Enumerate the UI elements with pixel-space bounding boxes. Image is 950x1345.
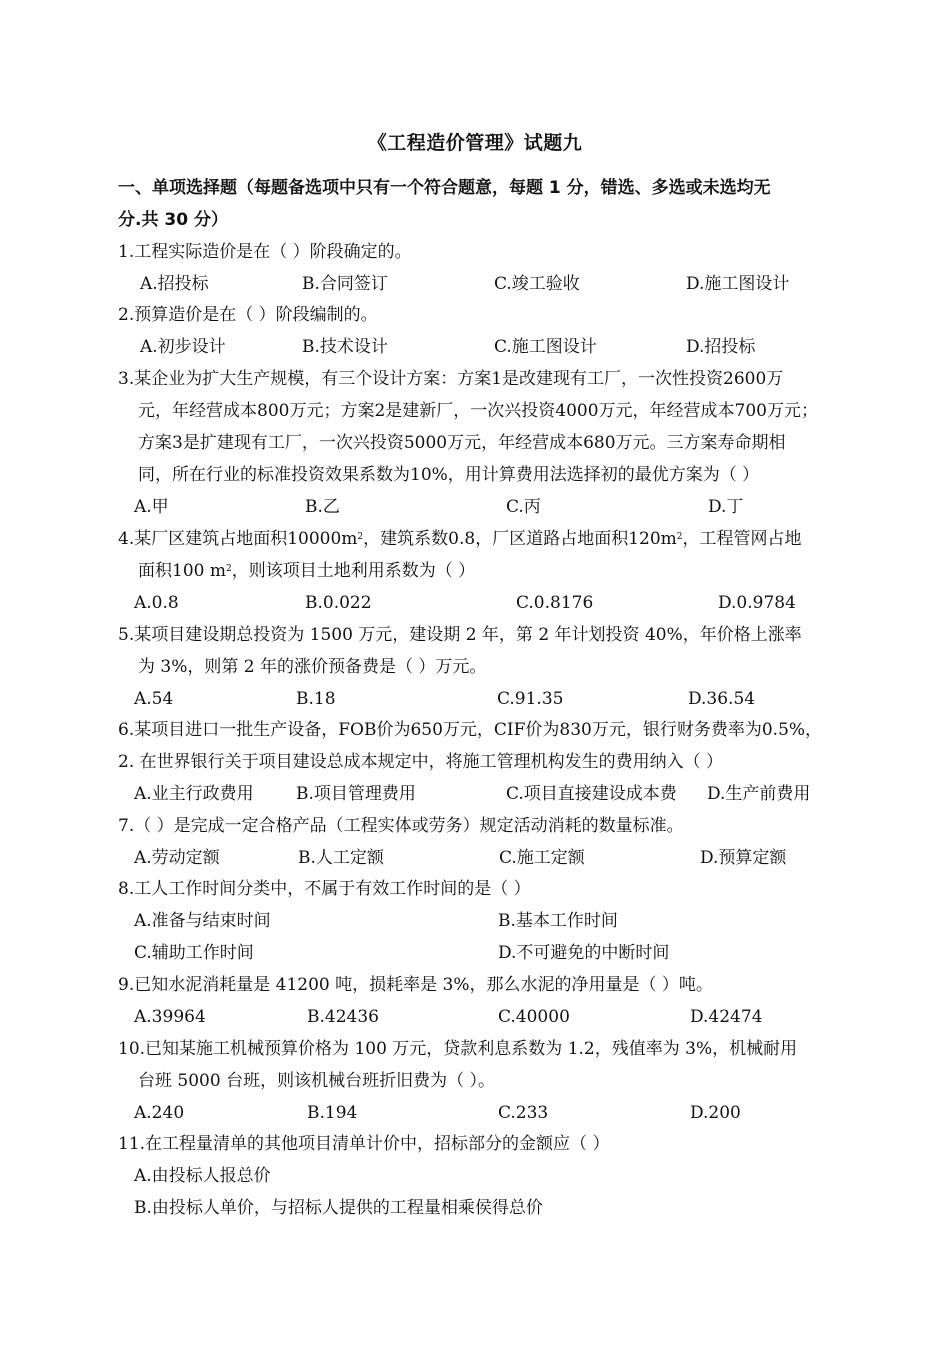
- question-4-line-2: [138, 560, 475, 582]
- page-title: 《工程造价管理》试题九: [367, 132, 583, 154]
- q10-option-d: D.200: [690, 1103, 741, 1123]
- q2b-option-c: C.项目直接建设成本费: [506, 784, 677, 804]
- q5-option-b: B.18: [296, 689, 336, 709]
- question-2b-stem: 2. 在世界银行关于项目建设总成本规定中，将施工管理机构发生的费用纳入（ ）: [118, 752, 724, 772]
- q8-option-b: B.基本工作时间: [498, 911, 618, 931]
- q10-option-c: C.233: [498, 1103, 549, 1123]
- q9-option-c: C.40000: [498, 1007, 570, 1027]
- q9-option-d: D.42474: [690, 1007, 763, 1027]
- q7-option-a: A.劳动定额: [134, 848, 220, 868]
- q3-option-c: C.丙: [506, 497, 541, 517]
- q1-option-c: C.竣工验收: [494, 274, 580, 294]
- question-3-line-3: 方案3是扩建现有工厂，一次兴投资5000万元，年经营成本680万元。三方案寿命期相: [138, 433, 786, 453]
- q2-option-d: D.招投标: [686, 337, 756, 357]
- question-3-line-4: 同，所在行业的标准投资效果系数为10%，用计算费用法选择初的最优方案为（ ）: [138, 465, 760, 485]
- q9-option-a: A.39964: [134, 1007, 206, 1027]
- q5-option-a: A.54: [134, 689, 174, 709]
- question-8-stem: 8.工人工作时间分类中，不属于有效工作时间的是（ ）: [118, 879, 531, 899]
- q7-option-b: B.人工定额: [298, 848, 384, 868]
- q3-option-a: A.甲: [134, 497, 169, 517]
- q2b-option-b: B.项目管理费用: [296, 784, 416, 804]
- q5-option-d: D.36.54: [688, 689, 756, 709]
- q1-option-b: B.合同签订: [302, 274, 388, 294]
- q3-option-d: D.丁: [708, 497, 744, 517]
- q4-option-a: A.0.8: [134, 593, 179, 613]
- q8-option-a: A.准备与结束时间: [134, 911, 271, 931]
- question-6-stem: 6.某项目进口一批生产设备，FOB价为650万元，CIF价为830万元，银行财务费率为0.5%，: [118, 720, 823, 740]
- q4-option-c: C.0.8176: [516, 593, 594, 613]
- q4-text-a: 4.某厂区建筑占地面积10000m: [118, 529, 358, 549]
- q1-option-a: A.招投标: [140, 274, 209, 294]
- question-10-line-2: 台班 5000 台班，则该机械台班折旧费为（ ）。: [138, 1071, 495, 1091]
- q4-text-b: ，建筑系数0.8，厂区道路占地面积120m: [363, 529, 677, 549]
- q7-option-c: C.施工定额: [499, 848, 585, 868]
- q11-option-b: B.由投标人单价，与招标人提供的工程量相乘侯得总价: [134, 1198, 543, 1218]
- section-heading: 一、单项选择题（每题备选项中只有一个符合题意，每题 1 分，错选、多选或未选均无: [118, 178, 771, 198]
- section-heading-cont: 分.共 30 分）: [118, 210, 228, 230]
- q2-option-b: B.技术设计: [302, 337, 388, 357]
- question-3-line-1: 3.某企业为扩大生产规模，有三个设计方案：方案1是改建现有工厂，一次性投资2600万: [118, 369, 784, 389]
- q2b-option-d: D.生产前费用: [707, 784, 811, 804]
- question-11-stem: 11.在工程量清单的其他项目清单计价中，招标部分的金额应（ ）: [118, 1134, 610, 1154]
- q8-option-c: C.辅助工作时间: [134, 943, 254, 963]
- q2b-option-a: A.业主行政费用: [134, 784, 254, 804]
- q4-text-e: ，则该项目土地利用系数为（ ）: [231, 561, 476, 581]
- question-9-stem: 9.已知水泥消耗量是 41200 吨，损耗率是 3%，那么水泥的净用量是（ ）吨。: [118, 975, 713, 995]
- q10-option-b: B.194: [307, 1103, 358, 1123]
- question-4-line-1: [118, 528, 802, 550]
- q2-option-a: A.初步设计: [140, 337, 226, 357]
- q4-text-c: ，工程管网占地: [682, 529, 802, 549]
- question-3-line-2: 元，年经营成本800万元；方案2是建新厂，一次兴投资4000万元，年经营成本700万元；: [138, 401, 818, 421]
- question-10-line-1: 10.已知某施工机械预算价格为 100 万元，贷款利息系数为 1.2，残值率为 3%，机械耐用: [118, 1039, 798, 1059]
- q4-option-b: B.0.022: [305, 593, 372, 613]
- question-7-stem: 7.（ ）是完成一定合格产品（工程实体或劳务）规定活动消耗的数量标准。: [118, 816, 684, 836]
- q4-text-d: 面积100 m: [138, 561, 226, 581]
- q1-option-d: D.施工图设计: [686, 274, 790, 294]
- q10-option-a: A.240: [134, 1103, 185, 1123]
- q7-option-d: D.预算定额: [700, 848, 787, 868]
- superscript: 2: [357, 532, 364, 542]
- question-2-stem: 2.预算造价是在（ ）阶段编制的。: [118, 305, 378, 325]
- q9-option-b: B.42436: [307, 1007, 379, 1027]
- question-1-stem: 1.工程实际造价是在（ ）阶段确定的。: [118, 242, 412, 262]
- superscript: 2: [225, 564, 232, 574]
- q2-option-c: C.施工图设计: [494, 337, 597, 357]
- superscript: 2: [676, 532, 683, 542]
- q4-option-d: D.0.9784: [718, 593, 796, 613]
- question-5-line-2: 为 3%，则第 2 年的涨价预备费是（ ）万元。: [138, 657, 487, 677]
- q5-option-c: C.91.35: [497, 689, 564, 709]
- q3-option-b: B.乙: [305, 497, 340, 517]
- q11-option-a: A.由投标人报总价: [134, 1166, 271, 1186]
- q8-option-d: D.不可避免的中断时间: [498, 943, 670, 963]
- question-5-line-1: 5.某项目建设期总投资为 1500 万元，建设期 2 年，第 2 年计划投资 40%，年价格上涨率: [118, 625, 802, 645]
